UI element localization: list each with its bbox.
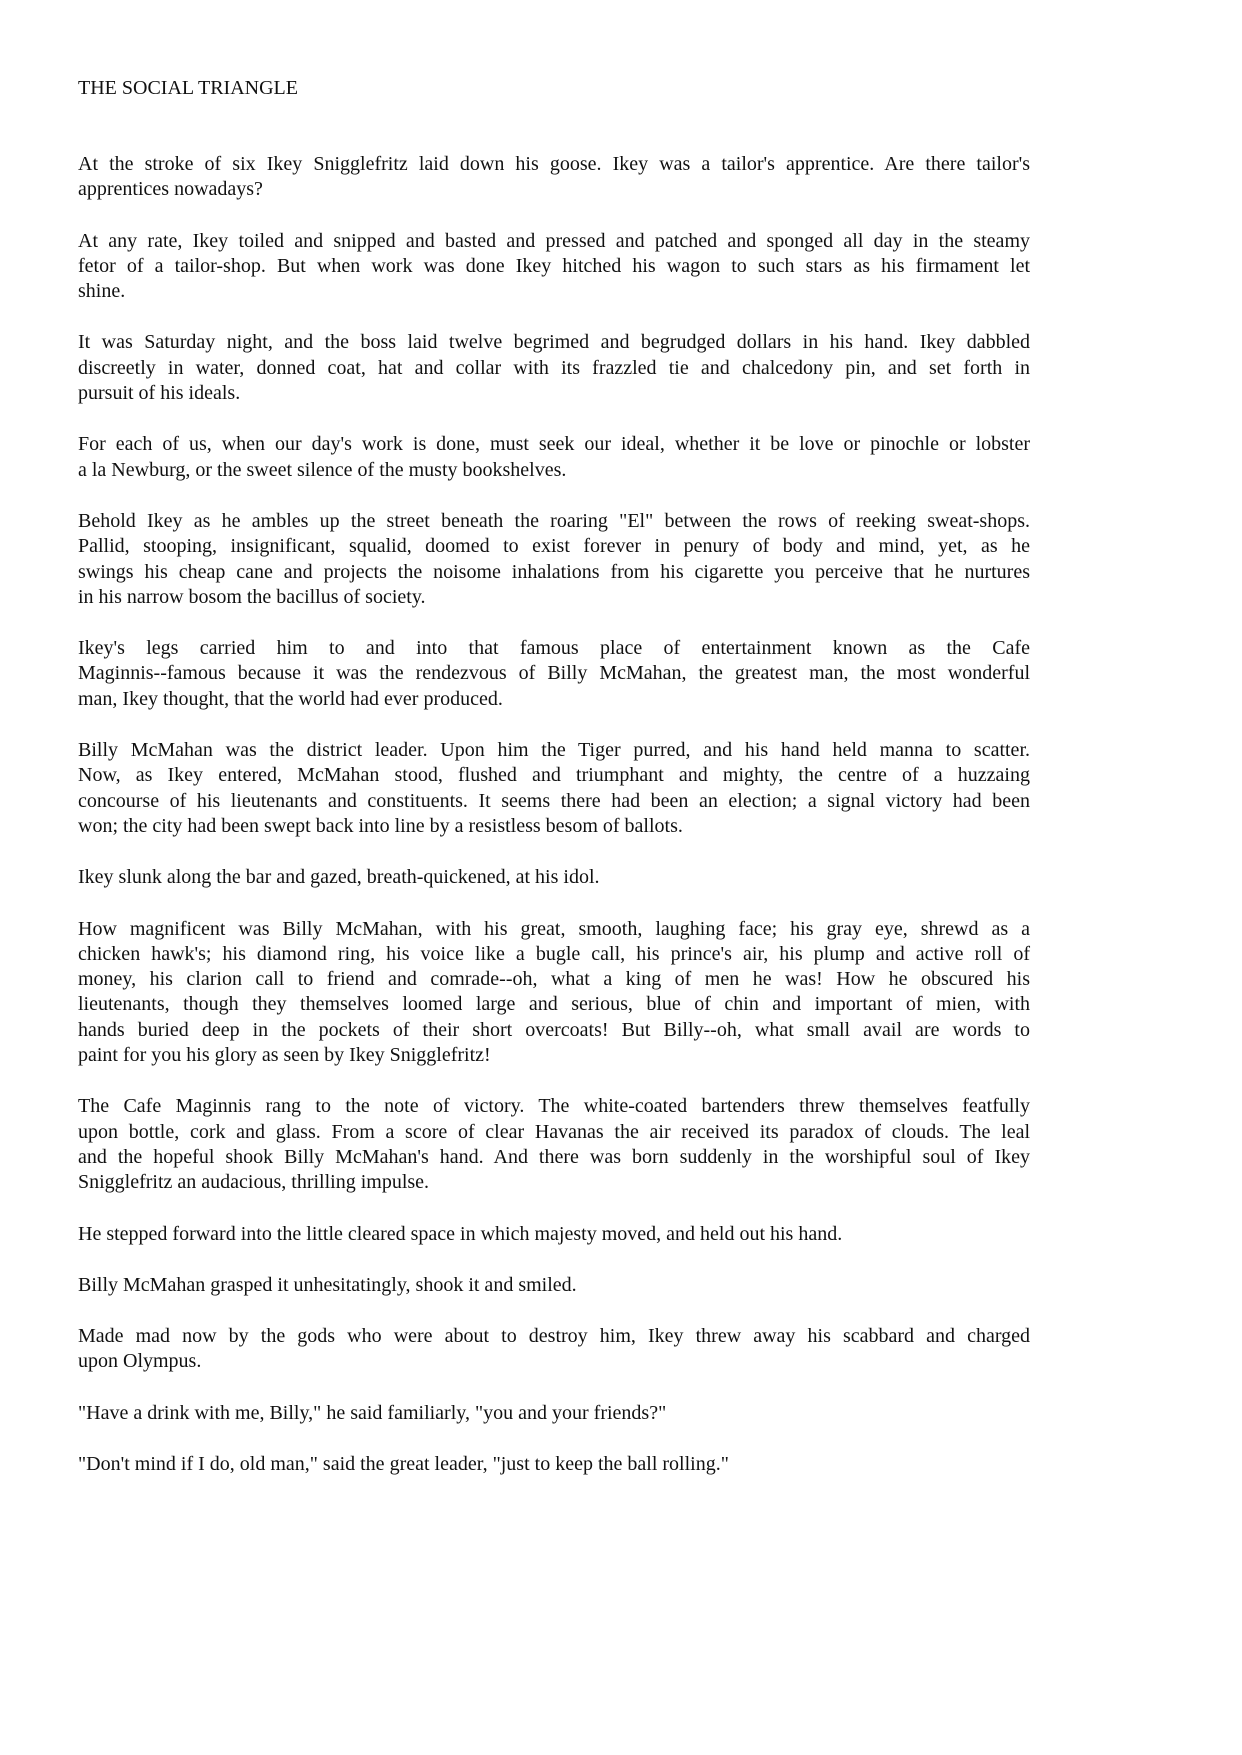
text-line: It was Saturday night, and the boss laid twelve begrimed and begrudged dollars in his hand. Ikey dabbled (78, 331, 1030, 354)
text-line: man, Ikey thought, that the world had ever produced. (78, 687, 503, 710)
paragraph (78, 917, 1030, 1069)
text-line: "Have a drink with me, Billy," he said familiarly, "you and your friends?" (78, 1401, 667, 1424)
paragraph (78, 1401, 1030, 1426)
text-line: For each of us, when our day's work is done, must seek our ideal, whether it be love or pinochle or lobster (78, 433, 1030, 456)
text-line: fetor of a tailor-shop. But when work was done Ikey hitched his wagon to such stars as his firmament let (78, 254, 1030, 277)
text-line: a la Newburg, or the sweet silence of the musty bookshelves. (78, 458, 567, 481)
paragraph (78, 865, 1030, 890)
paragraph (78, 509, 1030, 610)
text-line: Billy McMahan grasped it unhesitatingly, shook it and smiled. (78, 1273, 577, 1296)
text-line: discreetly in water, donned coat, hat and collar with its frazzled tie and chalcedony pin, and set forth in (78, 356, 1030, 379)
paragraph (78, 1094, 1030, 1195)
paragraph (78, 432, 1030, 483)
text-line: Behold Ikey as he ambles up the street beneath the roaring "El" between the rows of reeking sweat-shops. (78, 509, 1030, 532)
paragraph (78, 738, 1030, 839)
document-title: THE SOCIAL TRIANGLE (78, 77, 298, 99)
text-line: Pallid, stooping, insignificant, squalid, doomed to exist forever in penury of body and mind, yet, as he (78, 535, 1030, 558)
paragraph (78, 636, 1030, 712)
text-line: and the hopeful shook Billy McMahan's hand. And there was born suddenly in the worshipful soul of Ikey (78, 1145, 1030, 1168)
text-line: in his narrow bosom the bacillus of society. (78, 585, 426, 608)
text-line: paint for you his glory as seen by Ikey Snigglefritz! (78, 1044, 491, 1067)
text-line: "Don't mind if I do, old man," said the great leader, "just to keep the ball rolling." (78, 1452, 729, 1475)
text-line: Now, as Ikey entered, McMahan stood, flushed and triumphant and mighty, the centre of a huzzaing (78, 764, 1030, 787)
text-line: apprentices nowadays? (78, 178, 263, 201)
paragraph (78, 152, 1030, 203)
text-line: Made mad now by the gods who were about to destroy him, Ikey threw away his scabbard and charged (78, 1325, 1030, 1348)
text-line: upon Olympus. (78, 1350, 202, 1373)
document-body (78, 152, 1030, 1503)
text-line: chicken hawk's; his diamond ring, his voice like a bugle call, his prince's air, his plump and active roll of (78, 942, 1030, 965)
text-line: hands buried deep in the pockets of their short overcoats! But Billy--oh, what small avail are words to (78, 1018, 1030, 1041)
text-line: shine. (78, 280, 126, 303)
text-line: swings his cheap cane and projects the noisome inhalations from his cigarette you perceive that he nurtures (78, 560, 1030, 583)
paragraph (78, 1324, 1030, 1375)
text-line: The Cafe Maginnis rang to the note of victory. The white-coated bartenders threw themselves featfully (78, 1095, 1030, 1118)
paragraph (78, 1222, 1030, 1247)
text-line: At the stroke of six Ikey Snigglefritz laid down his goose. Ikey was a tailor's apprentice. Are there tailor's (78, 153, 1030, 175)
text-line: Maginnis--famous because it was the rendezvous of Billy McMahan, the greatest man, the most wonderful (78, 662, 1030, 685)
paragraph (78, 1273, 1030, 1298)
text-line: How magnificent was Billy McMahan, with his great, smooth, laughing face; his gray eye, shrewd as a (78, 917, 1030, 940)
text-line: Ikey slunk along the bar and gazed, breath-quickened, at his idol. (78, 866, 600, 889)
text-line: At any rate, Ikey toiled and snipped and basted and pressed and patched and sponged all day in the steamy (78, 229, 1030, 252)
text-line: upon bottle, cork and glass. From a score of clear Havanas the air received its paradox of clouds. The leal (78, 1120, 1030, 1143)
text-line: concourse of his lieutenants and constituents. It seems there had been an election; a signal victory had been (78, 789, 1030, 812)
text-line: He stepped forward into the little cleared space in which majesty moved, and held out his hand. (78, 1222, 843, 1245)
text-line: Ikey's legs carried him to and into that famous place of entertainment known as the Cafe (78, 637, 1030, 660)
text-line: money, his clarion call to friend and comrade--oh, what a king of men he was! How he obscured his (78, 968, 1030, 991)
paragraph (78, 330, 1030, 406)
paragraph (78, 1452, 1030, 1477)
text-line: Billy McMahan was the district leader. Upon him the Tiger purred, and his hand held manna to scatter. (78, 739, 1030, 762)
text-line: lieutenants, though they themselves loomed large and serious, blue of chin and important of mien, with (78, 993, 1030, 1016)
paragraph (78, 229, 1030, 305)
text-line: won; the city had been swept back into line by a resistless besom of ballots. (78, 814, 683, 837)
text-line: Snigglefritz an audacious, thrilling impulse. (78, 1171, 430, 1194)
text-line: pursuit of his ideals. (78, 382, 241, 405)
